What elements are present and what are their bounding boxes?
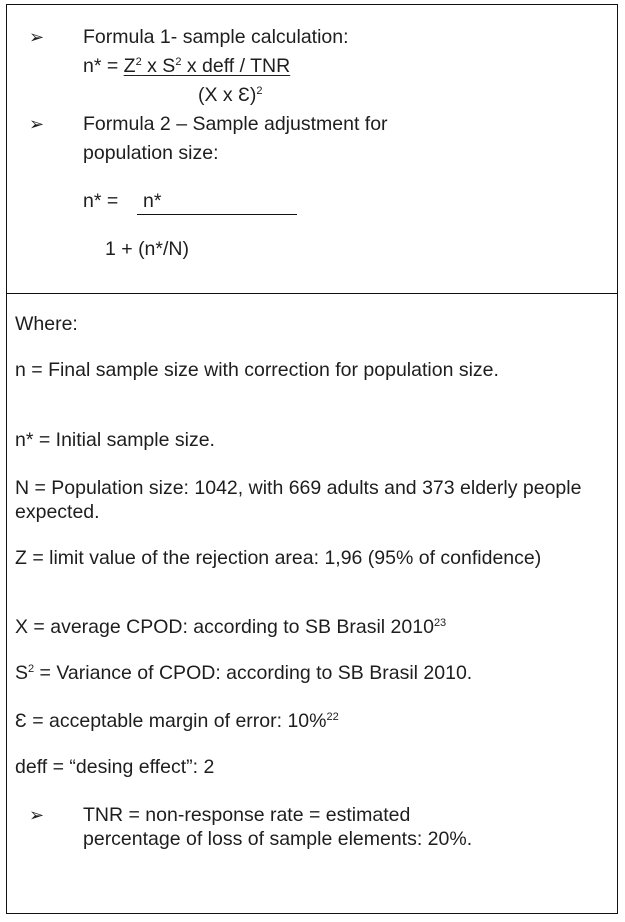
- definition-n: n = Final sample size with correction for population size.: [15, 359, 499, 381]
- definition-X: X = average CPOD: according to SB Brasil 2010$^{23}$: [15, 616, 447, 638]
- formula-2-numerator: n*: [143, 190, 162, 212]
- definition-deff: deff = “desing effect”: 2: [15, 756, 215, 778]
- formula-2-denominator: 1 + (n*/N): [105, 238, 189, 260]
- formula-1-numerator-expression: $Z^2$ x $S^2$ x deff / TNR: [123, 55, 291, 77]
- definition-TNR-line2: percentage of loss of sample elements: 20%.: [83, 828, 473, 850]
- definition-epsilon: Ɛ = acceptable margin of error: 10%$^{22}$: [15, 710, 339, 732]
- bullet-icon: ➢: [29, 805, 45, 825]
- definition-n-star: n* = Initial sample size.: [15, 429, 215, 451]
- bullet-icon: ➢: [29, 114, 45, 134]
- section-divider: [7, 293, 617, 294]
- formula-1-lhs: n* =: [83, 55, 124, 77]
- formula-2-label-line1: Formula 2 – Sample adjustment for: [83, 113, 388, 135]
- definition-S: $S^2$ = Variance of CPOD: according to SB Brasil 2010.: [15, 662, 473, 684]
- definition-TNR-line1: TNR = non-response rate = estimated: [83, 804, 411, 826]
- definition-Z: Z = limit value of the rejection area: 1,96 (95% of confidence): [15, 547, 542, 569]
- reference-23: 23: [433, 617, 447, 629]
- formula-1-denominator: (X x Ɛ)$^2$: [198, 84, 263, 106]
- formula-2-lhs: n* =: [83, 190, 119, 212]
- epsilon-symbol: Ɛ: [238, 84, 250, 106]
- formula-1-numerator: [83, 54, 290, 78]
- reference-22: 22: [326, 711, 339, 723]
- formula-1-label: Formula 1- sample calculation:: [83, 26, 349, 48]
- bullet-icon: ➢: [29, 27, 45, 47]
- formula-box: [6, 4, 618, 914]
- formula-2-label-line2: population size:: [83, 142, 219, 164]
- where-label: Where:: [15, 313, 78, 335]
- definition-N: N = Population size: 1042, with 669 adults and 373 elderly people expected.: [15, 477, 582, 523]
- fraction-bar: [137, 214, 297, 215]
